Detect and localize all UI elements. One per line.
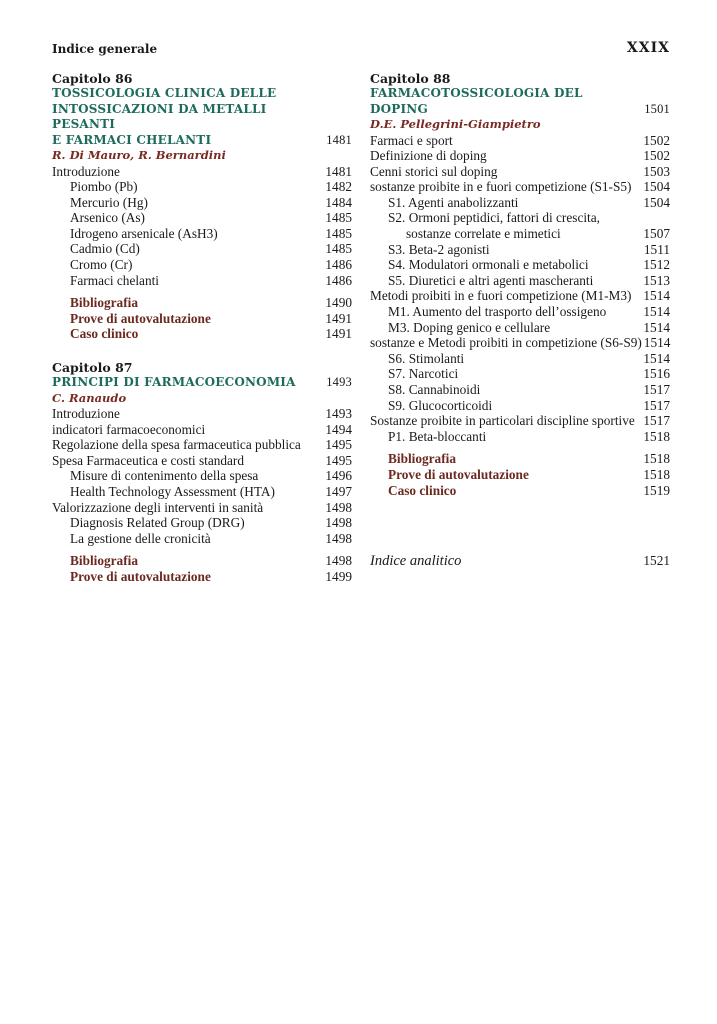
toc-entry-text: Farmaci e sport (370, 132, 453, 148)
toc-entry[interactable] (370, 304, 670, 320)
toc-entry-page: 1484 (325, 194, 352, 210)
toc-entry-page: 1486 (325, 272, 352, 288)
toc-entry[interactable] (52, 273, 352, 289)
toc-entry[interactable] (370, 273, 670, 289)
toc-entry-text: La gestione delle cronicità (70, 530, 211, 546)
toc-special-page: 1518 (643, 451, 670, 467)
toc-entry-text: S5. Diuretici e altri agenti mascheranti (388, 272, 594, 288)
toc-entry[interactable] (52, 468, 352, 484)
toc-entry-continuation: sostanze correlate e mimetici (406, 226, 561, 242)
toc-entry[interactable] (52, 257, 352, 273)
toc-entry-text: Piombo (Pb) (70, 179, 138, 195)
toc-entry-text: Regolazione della spesa farmaceutica pubblica (52, 437, 301, 453)
toc-entry-page: 1512 (643, 257, 670, 273)
toc-entry-page: 1507 (643, 226, 670, 242)
toc-entry-page: 1518 (643, 428, 670, 444)
toc-entry-page: 1482 (325, 179, 352, 195)
chapter-title-line: FARMACOTOSSICOLOGIA DEL DOPING (370, 86, 583, 116)
toc-entry[interactable] (370, 242, 670, 258)
toc-entry-page: 1494 (325, 421, 352, 437)
toc-entry-text: Arsenico (As) (70, 210, 145, 226)
toc-entry-page: 1498 (325, 530, 352, 546)
toc-special-entry[interactable] (52, 295, 352, 311)
toc-entry[interactable] (370, 288, 670, 304)
toc-entry[interactable] (52, 484, 352, 500)
chapter-title[interactable] (52, 375, 352, 391)
toc-entry-text: Cromo (Cr) (70, 257, 133, 273)
toc-entry-text: Cenni storici sul doping (370, 163, 498, 179)
toc-entry-page: 1485 (325, 210, 352, 226)
toc-entry[interactable] (370, 335, 670, 351)
toc-entry-text: M3. Doping genico e cellulare (388, 319, 551, 335)
toc-entry-page: 1513 (643, 272, 670, 288)
chapter-authors: C. Ranaudo (52, 390, 127, 405)
toc-entry-page: 1511 (643, 241, 670, 257)
index-entry-label: Indice analitico (370, 553, 462, 569)
toc-entry-text: Introduzione (52, 406, 120, 422)
toc-entry-text: Cadmio (Cd) (70, 241, 140, 257)
toc-entry-text: sostanze e Metodi proibiti in competizione (S6-S9) (370, 335, 642, 351)
chapter-authors: R. Di Mauro, R. Bernardini (52, 148, 226, 162)
toc-entry[interactable] (52, 500, 352, 516)
toc-entry[interactable] (52, 195, 352, 211)
toc-entry-page: 1504 (643, 179, 670, 195)
toc-special-text: Bibliografia (388, 451, 456, 467)
toc-entry[interactable] (370, 351, 670, 367)
chapter-title-line: E FARMACI CHELANTI (52, 132, 212, 147)
toc-entry-page: 1495 (325, 437, 352, 453)
toc-entry[interactable] (370, 195, 670, 211)
toc-entry-text (388, 210, 600, 241)
spacer (52, 546, 352, 553)
index-entry[interactable] (370, 553, 670, 570)
chapter-title[interactable] (52, 86, 352, 148)
spacer (52, 288, 352, 295)
toc-entry-text: Introduzione (52, 163, 120, 179)
toc-entry[interactable] (52, 453, 352, 469)
toc-entry[interactable] (52, 210, 352, 226)
toc-entry[interactable] (52, 515, 352, 531)
toc-entry-text: Definizione di doping (370, 148, 487, 164)
toc-entry-page: 1517 (643, 413, 670, 429)
toc-special-text: Caso clinico (70, 326, 139, 342)
toc-entry-page: 1481 (325, 163, 352, 179)
toc-entry-text: Valorizzazione degli interventi in sanità (52, 499, 264, 515)
toc-entry-page: 1514 (643, 319, 670, 335)
toc-entry-page: 1485 (325, 241, 352, 257)
toc-special-page: 1498 (325, 553, 352, 569)
toc-entry[interactable] (370, 429, 670, 445)
chapter-label: Capitolo 86 (52, 71, 133, 86)
toc-special-text: Prove di autovalutazione (70, 310, 211, 326)
toc-entry-page: 1516 (643, 366, 670, 382)
toc-entry-text: Idrogeno arsenicale (AsH3) (70, 225, 218, 241)
toc-entry-page: 1498 (325, 499, 352, 515)
toc-entry-page: 1514 (643, 288, 670, 304)
running-header (52, 42, 670, 60)
toc-entry-page: 1504 (643, 194, 670, 210)
toc-special-entry[interactable] (370, 451, 670, 467)
toc-entry-text: Mercurio (Hg) (70, 194, 148, 210)
toc-entry-text: Diagnosis Related Group (DRG) (70, 515, 245, 531)
toc-special-page: 1519 (643, 482, 670, 498)
toc-entry-page: 1517 (643, 397, 670, 413)
toc-entry[interactable] (370, 210, 670, 241)
toc-special-page: 1491 (325, 310, 352, 326)
toc-entry[interactable] (52, 179, 352, 195)
toc-special-text: Caso clinico (388, 482, 457, 498)
toc-entry[interactable] (370, 148, 670, 164)
toc-entry[interactable] (370, 398, 670, 414)
toc-entry[interactable] (52, 226, 352, 242)
toc-entry[interactable] (370, 257, 670, 273)
toc-entry-text: Metodi proibiti in e fuori competizione (M1-M3) (370, 288, 632, 304)
toc-special-text: Prove di autovalutazione (388, 466, 529, 482)
toc-entry[interactable] (370, 320, 670, 336)
toc-entry-text: P1. Beta-bloccanti (388, 428, 487, 444)
toc-entry-text: S6. Stimolanti (388, 350, 465, 366)
toc-special-page: 1491 (325, 326, 352, 342)
toc-entry-page: 1514 (643, 304, 670, 320)
toc-entry-line: S2. Ormoni peptidici, fattori di crescita, (388, 210, 600, 226)
toc-entry-text: S4. Modulatori ormonali e metabolici (388, 257, 589, 273)
toc-entry[interactable] (52, 164, 352, 180)
toc-entry-page: 1517 (643, 382, 670, 397)
toc-special-entry[interactable] (370, 467, 670, 483)
toc-entry-page: 1497 (325, 484, 352, 499)
chapter-block (52, 71, 352, 342)
toc-entry-page: 1514 (643, 350, 670, 366)
chapter-title-line: TOSSICOLOGIA CLINICA DELLE (52, 86, 277, 100)
chapter-title[interactable] (370, 86, 670, 117)
toc-entry-text: Spesa Farmaceutica e costi standard (52, 452, 244, 468)
toc-entry[interactable] (370, 413, 670, 429)
chapter-label: Capitolo 88 (370, 71, 451, 86)
toc-entry-page: 1493 (325, 406, 352, 422)
toc-special-entry[interactable] (52, 311, 352, 327)
toc-entry-page: 1495 (325, 452, 352, 468)
toc-entry-text: S8. Cannabinoidi (388, 382, 481, 397)
toc-special-page: 1518 (643, 466, 670, 482)
chapter-title-line: PRINCIPI DI FARMACOECONOMIA (52, 375, 296, 390)
toc-entry-text: M1. Aumento del trasporto dell’ossigeno (388, 304, 607, 320)
left-column (52, 71, 352, 603)
toc-entry-text: indicatori farmacoeconomici (52, 421, 206, 437)
toc-entry[interactable] (370, 133, 670, 149)
chapter-block (370, 71, 670, 498)
toc-entry-page: 1498 (325, 515, 352, 531)
chapter-authors: D.E. Pellegrini-Giampietro (370, 117, 541, 131)
toc-entry-page: 1496 (325, 468, 352, 484)
chapter-title-line: INTOSSICAZIONI DA METALLI PESANTI (52, 101, 267, 131)
spacer (370, 444, 670, 451)
toc-entry-page: 1502 (643, 148, 670, 164)
toc-entry-text: S1. Agenti anabolizzanti (388, 194, 519, 210)
chapter-label: Capitolo 87 (52, 360, 133, 376)
toc-entry[interactable] (52, 531, 352, 547)
toc-entry-page: 1503 (643, 163, 670, 179)
toc-entry-text: S3. Beta-2 agonisti (388, 241, 490, 257)
chapter-page: 1481 (326, 132, 352, 147)
toc-entry[interactable] (52, 422, 352, 438)
toc-entry[interactable] (370, 382, 670, 398)
toc-entry[interactable] (52, 241, 352, 257)
toc-entry[interactable] (52, 406, 352, 422)
index-entry-page: 1521 (643, 553, 670, 568)
running-header-title: Indice generale (52, 42, 158, 56)
toc-special-text: Bibliografia (70, 553, 138, 569)
toc-entry-text: sostanze proibite in e fuori competizione (S1-S5) (370, 179, 632, 195)
toc-special-page: 1499 (325, 568, 352, 584)
toc-entry-text: Farmaci chelanti (70, 272, 159, 288)
toc-special-entry[interactable] (52, 326, 352, 342)
toc-entry-page: 1502 (643, 132, 670, 148)
toc-entry-text: Misure di contenimento della spesa (70, 468, 259, 484)
toc-entry[interactable] (370, 366, 670, 382)
toc-entry-text: S9. Glucocorticoidi (388, 397, 493, 413)
toc-entry-page: 1485 (325, 225, 352, 241)
toc-entry-text: Health Technology Assessment (HTA) (70, 484, 275, 499)
toc-special-page: 1490 (325, 295, 352, 311)
toc-entry-text: S7. Narcotici (388, 366, 459, 382)
chapter-block (52, 360, 352, 585)
chapter-page: 1493 (326, 375, 352, 390)
page-number: XXIX (626, 40, 670, 56)
toc-entry-text: Sostanze proibite in particolari discipline sportive (370, 413, 635, 429)
toc-entry-page: 1486 (325, 257, 352, 273)
right-column (370, 71, 670, 516)
toc-special-text: Bibliografia (70, 295, 138, 311)
toc-entry[interactable] (370, 164, 670, 180)
toc-entry[interactable] (52, 437, 352, 453)
toc-entry-page: 1514 (643, 335, 671, 351)
toc-special-entry[interactable] (52, 553, 352, 569)
toc-special-entry[interactable] (370, 483, 670, 499)
toc-special-entry[interactable] (52, 569, 352, 585)
toc-entry[interactable] (370, 179, 670, 195)
chapter-page: 1501 (644, 101, 670, 116)
toc-special-text: Prove di autovalutazione (70, 568, 211, 584)
